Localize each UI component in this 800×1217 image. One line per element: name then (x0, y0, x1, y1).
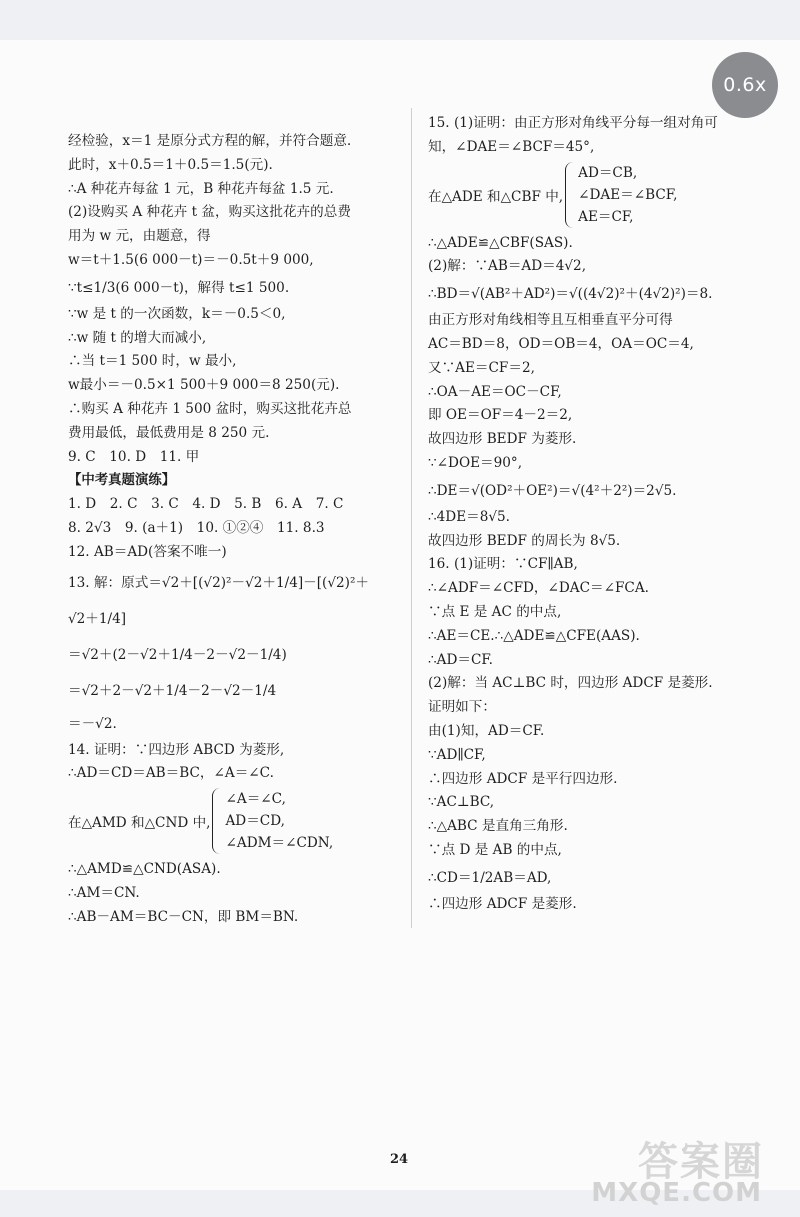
text-line: ∴△ABC 是直角三角形. (428, 818, 568, 835)
section-title: 【中考真题演练】 (68, 473, 176, 489)
brace-line: AD＝CB, (578, 164, 638, 181)
text-line: ∴∠ADF＝∠CFD，∠DAC＝∠FCA. (428, 580, 649, 597)
text-line: 由正方形对角线相等且互相垂直平分可得 (428, 312, 673, 329)
text-line: ∵∠DOE＝90°, (428, 454, 523, 471)
text-line: ∴购买 A 种花卉 1 500 盆时，购买这批花卉总 (68, 400, 352, 417)
brace-lead-text: 在△AMD 和△CND 中, (68, 815, 211, 832)
text-line: 知，∠DAE＝∠BCF＝45°, (428, 138, 595, 155)
brace-lead-text: 在△ADE 和△CBF 中, (428, 188, 564, 205)
text-line: 即 OE＝OF＝4－2＝2, (428, 407, 573, 424)
condition-brace-block (68, 788, 406, 854)
text-line: w＝t＋1.5(6 000－t)＝－0.5t＋9 000, (68, 251, 314, 268)
text-line: ∴四边形 ADCF 是平行四边形. (428, 770, 618, 787)
text-line: (2)解：当 AC⊥BC 时，四边形 ADCF 是菱形. (428, 675, 713, 692)
text-line: ∴△AMD≌△CND(ASA). (68, 861, 221, 878)
text-line: ∴w 随 t 的增大而减小, (68, 329, 207, 346)
text-line: w最小＝－0.5×1 500＋9 000＝8 250(元). (68, 377, 340, 394)
formula-line: ＝√2＋(2－√2＋1/4－2－√2－1/4) (68, 646, 287, 663)
watermark-url: MXQE.COM (591, 1178, 762, 1208)
text-line: 又∵AE＝CF＝2, (428, 359, 535, 376)
text-line: ∵AC⊥BC, (428, 794, 495, 811)
formula-line: 13. 解：原式＝√2＋[(√2)²－√2＋1/4]－[(√2)²＋ (68, 574, 370, 591)
brace-line: AD＝CD, (225, 813, 285, 830)
text-line: ∵t≤1/3(6 000－t)，解得 t≤1 500. (68, 279, 290, 296)
watermark-logo-text: 答案圈 (638, 1139, 764, 1185)
condition-brace-block (428, 162, 768, 228)
text-line: 14. 证明：∵四边形 ABCD 为菱形, (68, 741, 285, 758)
text-line: (2)设购买 A 种花卉 t 盆，购买这批花卉的总费 (68, 204, 351, 221)
brace-line: ∠DAE＝∠BCF, (578, 186, 678, 203)
text-line: 16. (1)证明：∵CF∥AB, (428, 556, 578, 573)
text-line: ∴4DE＝8√5. (428, 508, 510, 525)
text-line: 15. (1)证明：由正方形对角线平分每一组对角可 (428, 115, 718, 131)
left-column (68, 130, 406, 930)
text-line: ∴AD＝CD＝AB＝BC，∠A＝∠C. (68, 765, 274, 782)
left-brace (565, 162, 574, 228)
zoom-level-badge[interactable]: 0.6x (712, 52, 778, 118)
formula-line: ∴BD＝√(AB²＋AD²)＝√((4√2)²＋(4√2)²)＝8. (428, 286, 713, 303)
text-line: ∴AE＝CE.∴△ADE≌△CFE(AAS). (428, 627, 640, 644)
formula-line: ∴DE＝√(OD²＋OE²)＝√(4²＋2²)＝2√5. (428, 482, 677, 499)
text-line: 费用最低，最低费用是 8 250 元. (68, 424, 270, 441)
text-line: ∴AB－AM＝BC－CN，即 BM＝BN. (68, 908, 299, 925)
text-line: ∴AD＝CF. (428, 651, 493, 668)
formula-line: ∴CD＝1/2AB＝AD, (428, 869, 552, 886)
text-line: ∴△ADE≌△CBF(SAS). (428, 234, 573, 251)
text-line: ∴A 种花卉每盆 1 元，B 种花卉每盆 1.5 元. (68, 180, 334, 197)
text-line: 由(1)知，AD＝CF. (428, 722, 545, 739)
formula-line: ＝－√2. (68, 715, 117, 732)
text-line: ∵w 是 t 的一次函数，k＝－0.5＜0, (68, 305, 286, 322)
text-line: ∵点 E 是 AC 的中点, (428, 603, 562, 620)
text-line: 此时，x＋0.5＝1＋0.5＝1.5(元). (68, 156, 273, 173)
answer-line: 12. AB＝AD(答案不唯一) (68, 543, 227, 560)
brace-line: ∠ADM＝∠CDN, (225, 835, 334, 852)
text-line: 经检验，x＝1 是原分式方程的解，并符合题意. (68, 133, 352, 149)
page-number: 24 (390, 1152, 409, 1167)
text-line: 故四边形 BEDF 的周长为 8√5. (428, 532, 621, 549)
column-divider (411, 108, 412, 928)
answer-line: 8. 2√3 9. (a＋1) 10. ①②④ 11. 8.3 (68, 519, 325, 536)
formula-line: ＝√2＋2－√2＋1/4－2－√2－1/4 (68, 682, 277, 699)
text-line: ∴四边形 ADCF 是菱形. (428, 895, 577, 912)
answer-line: 1. D 2. C 3. C 4. D 5. B 6. A 7. C (68, 496, 344, 513)
text-line: ∴OA－AE＝OC－CF, (428, 383, 562, 400)
text-line: AC＝BD＝8，OD＝OB＝4，OA＝OC＝4, (428, 335, 694, 352)
right-column (428, 112, 768, 917)
left-brace (212, 788, 221, 854)
brace-line: AE＝CF, (578, 208, 634, 225)
text-line: ∵AD∥CF, (428, 746, 486, 763)
text-line: ∵点 D 是 AB 的中点, (428, 841, 562, 858)
text-line: 故四边形 BEDF 为菱形. (428, 431, 577, 448)
answer-line: 9. C 10. D 11. 甲 (68, 448, 200, 465)
brace-line: ∠A＝∠C, (225, 791, 286, 808)
formula-line: √2＋1/4] (68, 610, 127, 627)
text-line: ∴当 t＝1 500 时，w 最小, (68, 353, 237, 370)
text-line: 证明如下： (428, 699, 496, 716)
text-line: 用为 w 元，由题意，得 (68, 228, 211, 245)
text-line: (2)解：∵AB＝AD＝4√2, (428, 258, 587, 275)
text-line: ∴AM＝CN. (68, 884, 140, 901)
